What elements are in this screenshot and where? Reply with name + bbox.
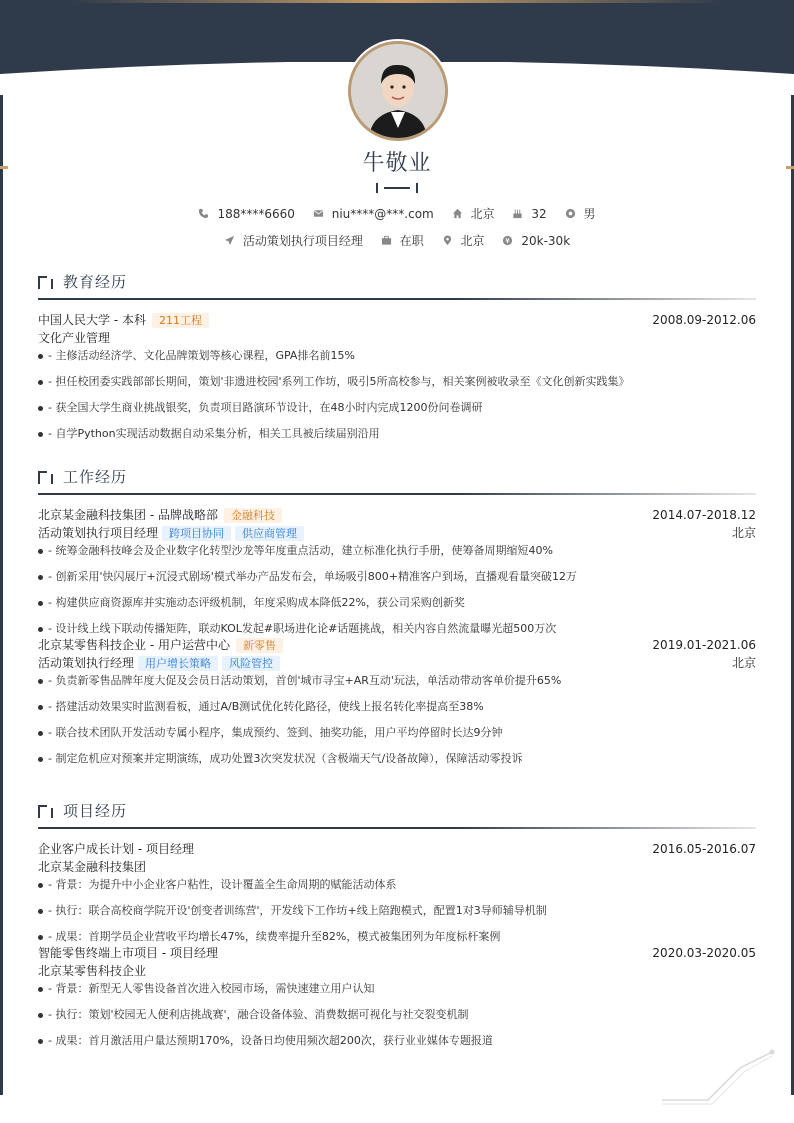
send-icon (224, 235, 235, 246)
education-title: 教育经历 (63, 273, 128, 291)
gender-item (565, 205, 596, 222)
gender-text: 男 (583, 207, 596, 221)
list-item: - 自学Python实现活动数据自动采集分析，相关工具被后续届别沿用 (38, 425, 756, 451)
phone-text: 188****6660 (217, 206, 295, 221)
email-item (313, 207, 434, 221)
home-icon (452, 208, 463, 219)
project-org: 北京某零售科技企业 (38, 964, 147, 978)
section-bracket-icon (38, 471, 53, 484)
company-tag: 新零售 (236, 638, 283, 653)
work-date: 2014.07-2018.12 (652, 508, 756, 522)
company-name: 北京某零售科技企业 - 用户运营中心 (38, 638, 230, 652)
salary-text: 20k-30k (521, 233, 571, 248)
list-item: - 搭建活动效果实时监测看板，通过A/B测试优化转化路径，使线上报名转化率提高至38% (38, 698, 756, 724)
section-bracket-icon (38, 276, 53, 289)
list-item: - 创新采用'快闪展厅+沉浸式剧场'模式举办产品发布会，单场吸引800+精准客户到场，直播观看量突破12万 (38, 568, 756, 594)
job-target-text: 活动策划执行项目经理 (242, 234, 363, 248)
name-divider (376, 183, 418, 193)
work-title: 工作经历 (63, 468, 128, 486)
hometown-text: 北京 (470, 207, 495, 221)
age-text: 32 (531, 206, 547, 221)
list-item: - 获全国大学生商业挑战银奖，负责项目路演环节设计，在48小时内完成1200份问卷调研 (38, 399, 756, 425)
status-text: 在职 (399, 234, 424, 248)
city-text: 北京 (460, 234, 485, 248)
work-entry (38, 636, 756, 776)
projects-title: 项目经历 (63, 802, 128, 820)
status-item (381, 232, 424, 249)
gender-icon (565, 208, 576, 219)
age-item (512, 207, 546, 221)
list-item: - 构建供应商资源库并实施动态评级机制，年度采购成本降低22%，获公司采购创新奖 (38, 594, 756, 620)
list-item: - 主修活动经济学、文化品牌策划等核心课程，GPA排名前15% (38, 347, 756, 373)
project-entry (38, 840, 756, 944)
list-item: - 成果：首期学员企业营收平均增长47%，续费率提升至82%，模式被集团列为年度标杆案例 (38, 928, 756, 944)
job-role: 活动策划执行项目经理 (38, 526, 159, 540)
work-location: 北京 (731, 526, 756, 540)
job-intent-row (0, 232, 794, 249)
project-entry (38, 944, 756, 1058)
email-text: niu****@***.com (331, 206, 434, 221)
corner-decoration (660, 1048, 780, 1108)
location-icon (442, 235, 453, 246)
education-section (38, 270, 756, 451)
project-org: 北京某金融科技集团 (38, 860, 147, 874)
major: 文化产业管理 (38, 331, 111, 345)
job-target-item (224, 232, 363, 249)
salary-icon (502, 235, 513, 246)
list-item: - 统筹金融科技峰会及企业数字化转型沙龙等年度重点活动，建立标准化执行手册，使筹备周期缩短40% (38, 542, 756, 568)
work-location: 北京 (731, 656, 756, 670)
project-date: 2020.03-2020.05 (652, 946, 756, 960)
company-name: 北京某金融科技集团 - 品牌战略部 (38, 508, 218, 522)
education-entry (38, 311, 756, 451)
education-date: 2008.09-2012.06 (652, 313, 756, 327)
list-item: - 成果：首月激活用户量达预期170%，设备日均使用频次超200次，获行业业媒体专题报道 (38, 1032, 756, 1058)
projects-section (38, 799, 756, 1058)
role-tag: 供应商管理 (235, 526, 304, 541)
cake-icon (512, 208, 523, 219)
mail-icon (313, 208, 324, 219)
project-date: 2016.05-2016.07 (652, 842, 756, 856)
work-entry (38, 506, 756, 636)
header-gold-line (70, 0, 724, 3)
company-tag: 金融科技 (224, 508, 282, 523)
phone-item (198, 207, 294, 221)
role-tag: 用户增长策略 (138, 656, 218, 671)
list-item: - 负责新零售品牌年度大促及会员日活动策划，首创'城市寻宝+AR互动'玩法，单活动带动客单价提升65% (38, 672, 756, 698)
list-item: - 背景：为提升中小企业客户粘性，设计覆盖全生命周期的赋能活动体系 (38, 876, 756, 902)
salary-item (502, 234, 570, 248)
work-section (38, 465, 756, 776)
job-role: 活动策划执行经理 (38, 656, 135, 670)
briefcase-icon (381, 235, 392, 246)
work-date: 2019.01-2021.06 (652, 638, 756, 652)
phone-icon (198, 208, 209, 219)
avatar (348, 41, 448, 141)
city-item (442, 232, 485, 249)
list-item: - 执行：策划'校园无人便利店挑战赛'，融合设备体验、消费数据可视化与社交裂变机制 (38, 1006, 756, 1032)
role-tag: 跨项目协同 (162, 526, 231, 541)
candidate-name: 牛敬业 (362, 151, 432, 176)
list-item: - 设计线上线下联动传播矩阵，联动KOL发起#职场进化论#话题挑战，相关内容自然流量曝光超500万次 (38, 620, 756, 636)
contact-row (0, 205, 794, 222)
work-title-bar (38, 465, 756, 495)
role-tag: 风险管控 (222, 656, 280, 671)
school-tag: 211工程 (152, 313, 209, 328)
list-item: - 联合技术团队开发活动专属小程序，集成预约、签到、抽奖功能，用户平均停留时长达9分钟 (38, 724, 756, 750)
projects-title-bar (38, 799, 756, 829)
education-title-bar (38, 270, 756, 300)
project-name: 企业客户成长计划 - 项目经理 (38, 842, 194, 856)
list-item: - 担任校团委实践部部长期间，策划'非遗进校园'系列工作坊，吸引5所高校参与，相关案例被收录至《文化创新实践集》 (38, 373, 756, 399)
list-item: - 执行：联合高校商学院开设'创变者训练营'，开发线下工作坊+线上陪跑模式，配置1对3导师辅导机制 (38, 902, 756, 928)
list-item: - 制定危机应对预案并定期演练，成功处置3次突发状况（含极端天气/设备故障），保障活动零投诉 (38, 750, 756, 776)
section-bracket-icon (38, 805, 53, 818)
school-name: 中国人民大学 - 本科 (38, 313, 146, 327)
list-item: - 背景：新型无人零售设备首次进入校园市场，需快速建立用户认知 (38, 980, 756, 1006)
hometown-item (452, 205, 495, 222)
project-name: 智能零售终端上市项目 - 项目经理 (38, 946, 218, 960)
